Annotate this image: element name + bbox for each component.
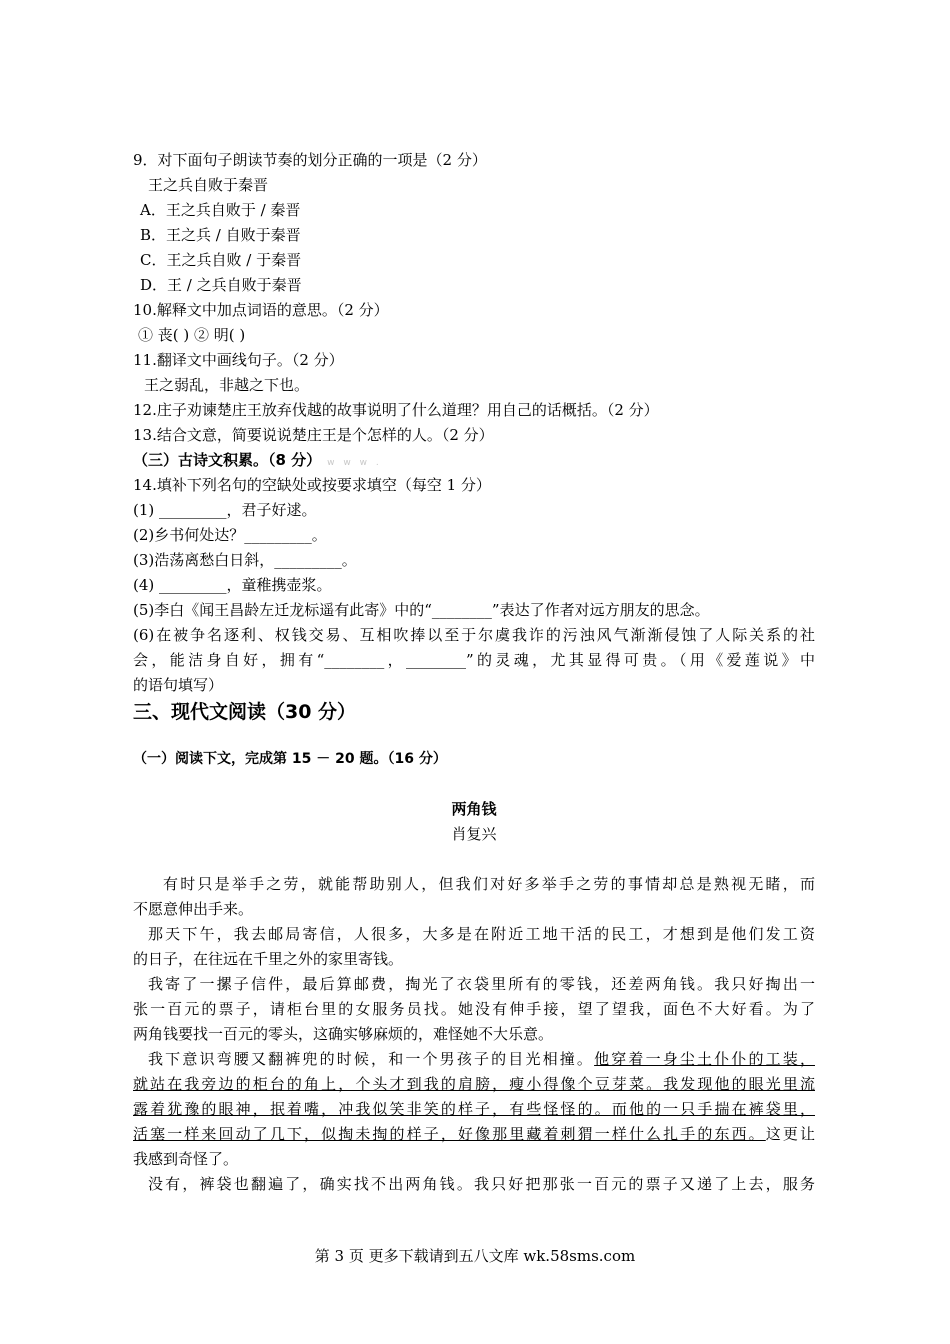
q14-item-6-line3: 的语句填写） [133,676,224,694]
q11-stem: 11.翻译文中画线句子。（2 分） [133,351,344,369]
paragraph-4-line-4 [133,1122,815,1147]
page-footer: 第 3 页 更多下载请到五八文库 wk.58sms.com [314,1247,636,1265]
underlined-sentence-line-3: 露着犹豫的眼神，抿着嘴，冲我似笑非笑的样子，有些怪怪的。而他的一只手揣在裤袋里， [133,1100,815,1118]
q14-item-4: (4) _________，童稚携壶浆。 [133,576,332,594]
q12-stem: 12.庄子劝谏楚庄王放弃伐越的故事说明了什么道理？用自己的话概括。（2 分） [133,401,659,419]
q9-option-c: C．王之兵自败 / 于秦晋 [140,251,302,269]
part3-title [133,448,815,476]
underlined-sentence-line-2: 就站在我旁边的柜台的角上，个头才到我的肩膀，瘦小得像个豆芽菜。我发现他的眼光里流 [133,1075,815,1093]
q10-blanks: ① 丧( ) ② 明( ) [138,326,246,344]
q14-item-1: (1) _________，君子好逑。 [133,501,317,519]
q9-option-d: D．王 / 之兵自败于秦晋 [140,276,302,294]
paragraph-1-line-1: 有时只是举手之劳，就能帮助别人，但我们对好多举手之劳的事情却总是熟视无睹，而 [163,875,815,893]
q14-item-3: (3)浩荡离愁白日斜，_________。 [133,551,357,569]
reading-1-title: （一）阅读下文，完成第 15 － 20 题。（16 分） [133,751,447,767]
q14-item-5: (5)李白《闻王昌龄左迁龙标遥有此寄》中的“________”表达了作者对远方朋友的思念。 [133,601,710,619]
article-title: 两角钱 [451,800,497,818]
paragraph-3-line-3: 两角钱要找一百元的零头，这确实够麻烦的，难怪她不大乐意。 [133,1025,554,1043]
paragraph-4-line-4-text: 这更让 [765,1125,815,1143]
underlined-sentence-end: 活塞一样来回动了几下，似掏未掏的样子，好像那里藏着刺猬一样什么扎手的东西。 [133,1125,766,1143]
q11-sentence: 王之弱乱，非越之下也。 [144,376,310,394]
q14-item-2: (2)乡书何处达？_________。 [133,526,327,544]
watermark-text: w w w . [327,458,382,468]
q9-sentence: 王之兵自败于秦晋 [148,176,269,194]
paragraph-1-line-2: 不愿意伸出手来。 [133,900,254,918]
q14-stem: 14.填补下列名句的空缺处或按要求填空（每空 1 分） [133,476,491,494]
q9-option-a: A．王之兵自败于 / 秦晋 [140,201,301,219]
q9-stem: 9．对下面句子朗读节奏的划分正确的一项是（2 分） [133,151,487,169]
paragraph-4-line-1 [148,1047,815,1072]
underlined-sentence-start: 他穿着一身尘土仆仆的工装， [594,1050,815,1068]
q14-item-6-line1: (6)在被争名逐利、权钱交易、互相吹捧以至于尔虞我诈的污浊风气渐渐侵蚀了人际关系的社 [133,626,815,644]
q9-option-b: B．王之兵 / 自败于秦晋 [140,226,301,244]
article-author: 肖复兴 [451,825,497,843]
paragraph-2-line-2: 的日子，在往远在千里之外的家里寄钱。 [133,950,404,968]
q13-stem: 13.结合文意，简要说说楚庄王是个怎样的人。（2 分） [133,426,494,444]
paragraph-4-line-5: 我感到奇怪了。 [133,1150,239,1168]
q10-stem: 10.解释文中加点词语的意思。（2 分） [133,301,389,319]
paragraph-4-line-1-text: 我下意识弯腰又翻裤兜的时候，和一个男孩子的目光相撞。 [148,1050,595,1068]
section-3-heading: 三、现代文阅读（30 分） [133,701,357,723]
q14-item-6-line2: 会，能洁身自好，拥有“________，________”的灵魂，尤其显得可贵。（用《爱莲说》中 [133,651,815,669]
paragraph-3-line-1: 我寄了一摞子信件，最后算邮费，掏光了衣袋里所有的零钱，还差两角钱。我只好掏出一 [148,975,815,993]
part3-title-text: （三）古诗文积累。（8 分） [133,451,322,469]
paragraph-3-line-2: 张一百元的票子，请柜台里的女服务员找。她没有伸手接，望了望我，面色不大好看。为了 [133,1000,815,1018]
paragraph-5-line-1: 没有，裤袋也翻遍了，确实找不出两角钱。我只好把那张一百元的票子又递了上去，服务 [148,1175,815,1193]
paragraph-2-line-1: 那天下午，我去邮局寄信，人很多，大多是在附近工地干活的民工，才想到是他们发工资 [148,925,815,943]
